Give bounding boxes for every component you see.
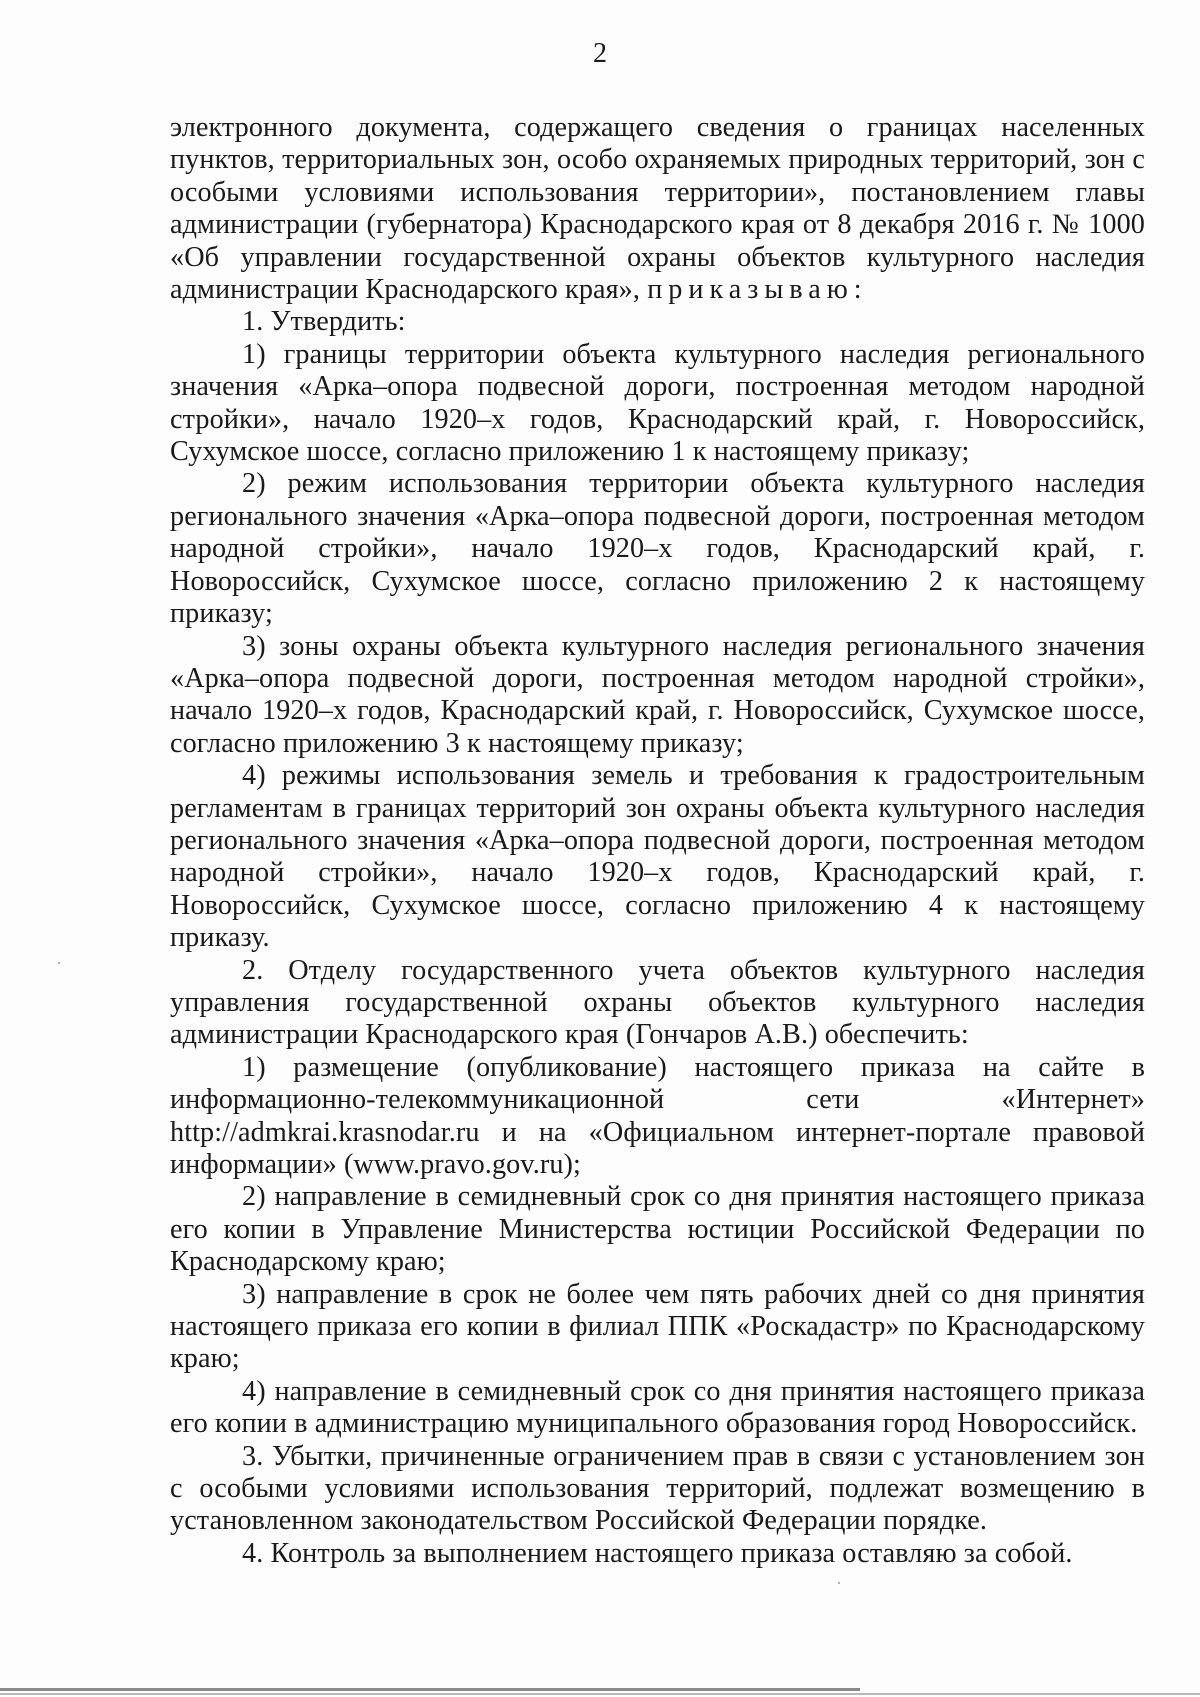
scan-speck — [58, 962, 60, 964]
paragraph-item-4: 4. Контроль за выполнением настоящего приказа оставляю за собой. — [242, 1537, 1073, 1569]
paragraph-item-2-2: 2) направление в семидневный срок со дня принятия настоящего приказа его копии в Управление Министерства юстиции Российской Федерации по Краснодарскому краю; — [170, 1181, 1145, 1278]
paragraph-item-2-4: 4) направление в семидневный срок со дня принятия настоящего приказа его копии в администрацию муниципального образования город Новороссийск. — [170, 1375, 1145, 1440]
order-word: приказываю: — [647, 274, 868, 306]
paragraph-item-2-1: 1) размещение (опубликование) настоящего приказа на сайте в информационно-телекоммуникационной сети «Интернет» http://admkrai.krasnodar.ru и на «Официальном интернет-портале правовой информации» (www.pravo.gov.ru); — [170, 1051, 1145, 1180]
scan-bottom-edge-thin — [0, 1693, 1200, 1695]
paragraph-item-1-2: 2) режим использования территории объекта культурного наследия регионального значения «Арка–опора подвесной дороги, построенная методом народной стройки», начало 1920–х годов, Краснодарский край, г. Новороссийск, Сухумское шоссе, согласно приложению 2 к настоящему приказу; — [170, 468, 1145, 630]
paragraph-item-1-3: 3) зоны охраны объекта культурного наследия регионального значения «Арка–опора подвесной дороги, построенная методом народной стройки», начало 1920–х годов, Краснодарский край, г. Новороссийск, Сухумское шоссе, согласно приложению 3 к настоящему приказу; — [170, 630, 1145, 759]
preamble-text: электронного документа, содержащего сведения о границах населенных пунктов, территориальных зон, особо охраняемых природных территорий, зон с особыми условиями использования территории», постановлением главы администрации (губернатора) Краснодарского края от 8 декабря 2016 г. № 1000 «Об управлении государственной охраны объектов культурного наследия администрации Краснодарского края», — [170, 112, 1145, 306]
paragraph-item-2: 2. Отделу государственного учета объектов культурного наследия управления государственной охраны объектов культурного наследия администрации Краснодарского края (Гончаров А.В.) обеспечить: — [170, 954, 1145, 1051]
paragraph-item-3: 3. Убытки, причиненные ограничением прав в связи с установлением зон с особыми условиями использования территорий, подлежат возмещению в установленном законодательством Российской Федерации порядке. — [170, 1440, 1145, 1537]
page-number: 2 — [593, 38, 607, 69]
scan-speck — [838, 1582, 840, 1584]
paragraph-item-1-4: 4) режимы использования земель и требования к градостроительным регламентам в границах территорий зон охраны объекта культурного наследия регионального значения «Арка–опора подвесной дороги, построенная методом народной стройки», начало 1920–х годов, Краснодарский край, г. Новороссийск, Сухумское шоссе, согласно приложению 4 к настоящему приказу. — [170, 760, 1145, 954]
paragraph-approve: 1. Утвердить: — [242, 306, 406, 338]
paragraph-item-1-1: 1) границы территории объекта культурного наследия регионального значения «Арка–опора подвесной дороги, построенная методом народной стройки», начало 1920–х годов, Краснодарский край, г. Новороссийск, Сухумское шоссе, согласно приложению 1 к настоящему приказу; — [170, 338, 1145, 468]
paragraph-item-2-3: 3) направление в срок не более чем пять рабочих дней со дня принятия настоящего приказа его копии в филиал ППК «Роскадастр» по Краснодарскому краю; — [170, 1278, 1145, 1375]
paragraph-preamble — [170, 112, 1145, 306]
scan-bottom-edge — [0, 1688, 860, 1691]
document-body — [170, 112, 1145, 1570]
